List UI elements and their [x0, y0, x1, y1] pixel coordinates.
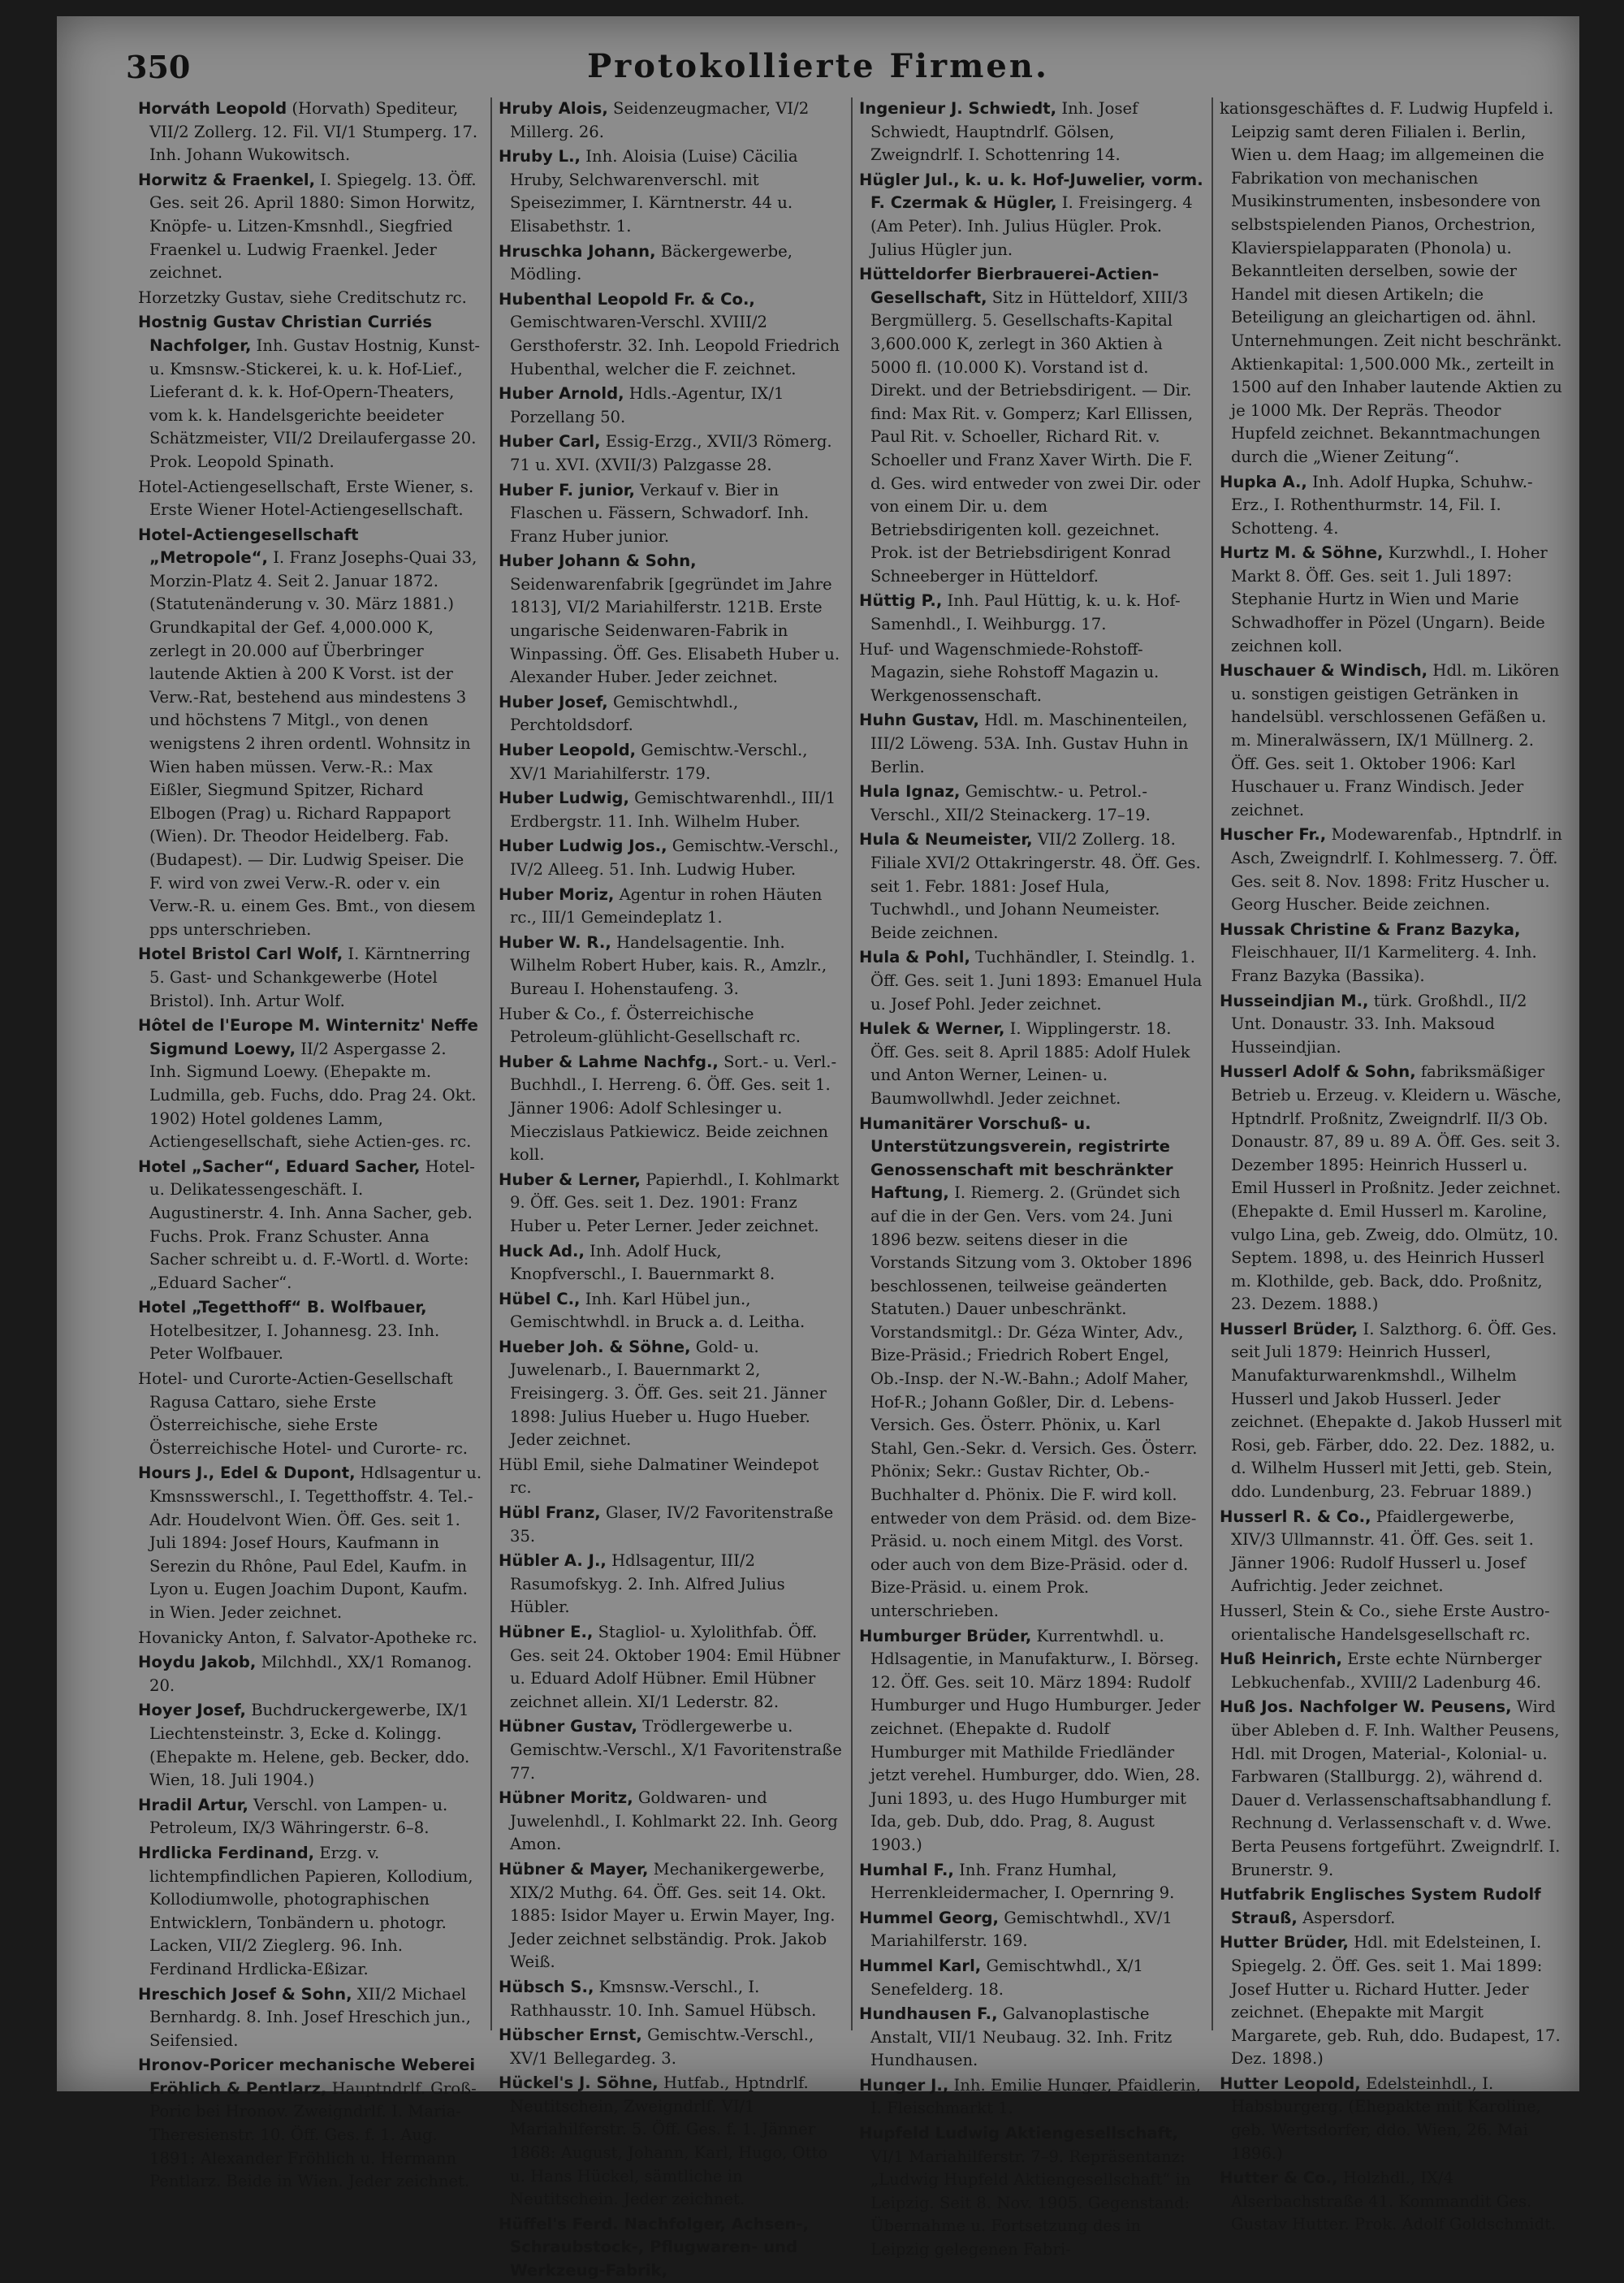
firm-details: Verschl. von Lampen- u. Petroleum, IX/3 Währingerstr. 6–8. [149, 1795, 448, 1838]
firm-name: Hübner Gustav, [499, 1717, 637, 1736]
firm-name: Husserl R. & Co., [1220, 1507, 1371, 1526]
firm-details: Fleischhauer, II/1 Karmeliterg. 4. Inh. Franz Bazyka (Bassika). [1231, 943, 1537, 985]
firm-details: Sitz in Hütteldorf, XIII/3 Bergmüllerg. 5. Gesellschafts-Kapital 3,600.000 K, zerlegt in 360 Aktien à 5000 fl. (10.000 K). Vorstand ist d. Direkt. und der Betriebsdirigent. — Dir. find: Max Rit. v. Gomperz; Karl Ellissen, Paul Rit. v. Schoeller, Richard Rit. v. Schoeller und Franz Xaver Wirth. Die F. d. Ges. wird entweder von zwei Dir. oder von einem Dir. u. dem Betriebsdirigenten koll. gezeichnet. Prok. ist der Betriebsdirigent Konrad Schneeberger in Hütteldorf. [870, 288, 1200, 586]
firm-name: Hoyer Josef, [138, 1701, 247, 1720]
firm-details: VI/1 Mariahilferstr. 7–9. Repräsentanz: „Ludwig Hupfeld Aktiengesellschaft“ in Leipzig. Seit 8. Nov. 1905. Gegenstand: Übernahme u. Fortsetzung des in Leipzig gelegenen Fabri- [870, 2147, 1191, 2259]
firm-name: Hôtel de l'Europe M. Winternitz' Neffe Sigmund Loewy, [138, 1016, 478, 1058]
firm-entry [499, 2213, 843, 2283]
firm-name: Hula & Pohl, [859, 948, 970, 967]
firm-details: Milchhdl., XX/1 Romanog. 20. [149, 1653, 473, 1695]
firm-name: Hruby Alois, [499, 99, 608, 118]
column-4 [1220, 97, 1564, 2234]
firm-name: Hutter Leopold, [1220, 2073, 1361, 2093]
firm-entry [138, 311, 482, 473]
firm-entry [499, 1454, 843, 1500]
firm-name: Hütteldorfer Bierbrauerei-Actien-Gesellschaft, [859, 265, 1160, 307]
firm-name: Hübl Franz, [499, 1503, 601, 1523]
firm-entry [859, 780, 1203, 827]
firm-entry [859, 2003, 1203, 2073]
firm-details: Hdl. m. Maschinenteilen, III/2 Löweng. 53A. Inh. Gustav Huhn in Berlin. [870, 711, 1189, 776]
column-rule [490, 97, 492, 2030]
firm-name: Hoydu Jakob, [138, 1653, 257, 1672]
firm-entry [1220, 1506, 1564, 1598]
firm-name: Husserl Brüder, [1220, 1319, 1358, 1338]
firm-details: Modewarenfab., Hptndrlf. in Asch, Zweigndrlf. I. Kohlmesserg. 7. Öff. Ges. seit 8. Nov. 1898: Fritz Huscher u. Georg Huscher. Beide zeichnen. [1231, 825, 1562, 914]
firm-details: Agentur in rohen Häuten rc., III/1 Gemeindeplatz 1. [510, 884, 823, 927]
firm-entry [138, 97, 482, 167]
firm-entry [859, 1018, 1203, 1110]
firm-details: Hdl. m. Likören u. sonstigen geistigen Getränken in handelsübl. verschlossenen Gefäßen u. m. Mineralwässern, IX/1 Müllnerg. 2. Öff. Ges. seit 1. Oktober 1906: Karl Huschauer u. Franz Windisch. Jeder zeichnet. [1231, 661, 1560, 819]
firm-name: Horwitz & Fraenkel, [138, 170, 316, 189]
firm-details: Inh. Adolf Huck, Knopfverschl., I. Bauernmarkt 8. [510, 1241, 775, 1284]
firm-entry [859, 169, 1203, 262]
firm-details: Wird über Ableben d. F. Inh. Walther Peusens, Hdl. mit Drogen, Material-, Kolonial- u. Farbwaren (Stallburgg. 2), während d. Dauer d. Verlassenschaftsabhandlung f. Rechnung d. Verlassenschaft v. d. Wwe. Berta Peusens fortgeführt. Zweigndrlf. I. Brunerstr. 9. [1231, 1697, 1561, 1879]
firm-name: Husseindjian M., [1220, 991, 1369, 1010]
firm-details: XII/2 Michael Bernhardg. 8. Inh. Josef Hreschich jun., Seifensied. [149, 1984, 471, 2050]
column-rule [1212, 97, 1213, 2030]
firm-name: Hügler Jul., k. u. k. Hof-Juwelier, vorm. F. Czermak & Hügler, [859, 170, 1203, 213]
firm-details: Glaser, IV/2 Favoritenstraße 35. [510, 1503, 834, 1546]
firm-entry [138, 1014, 482, 1154]
firm-name: Hübner E., [499, 1623, 594, 1641]
firm-entry [499, 1003, 843, 1049]
firm-details: (Horvath) Spediteur, VII/2 Zollerg. 12. Fil. VI/1 Stumperg. 17. Inh. Johann Wukowitsch. [149, 99, 478, 165]
firm-entry [499, 787, 843, 833]
firm-name: Hruschka Johann, [499, 241, 656, 261]
firm-details: Husserl, Stein & Co., siehe Erste Austro-orientalische Handelsgesellschaft rc. [1220, 1602, 1550, 1644]
firm-entry [1220, 2167, 1564, 2237]
firm-details: Huf- und Wagenschmiede-Rohstoff-Magazin, siehe Rohstoff Magazin u. Werkgenossenschaft. [859, 639, 1160, 705]
firm-entry [499, 1621, 843, 1714]
firm-entry [499, 430, 843, 477]
firm-entry [859, 709, 1203, 779]
column-2 [499, 97, 843, 2281]
firm-name: Humburger Brüder, [859, 1626, 1032, 1645]
firm-details: Goldwaren- und Juwelenhdl., I. Kohlmarkt 22. Inh. Georg Amon. [510, 1788, 838, 1854]
firm-details: Gold- u. Juwelenarb., I. Bauernmarkt 2, Freisingerg. 3. Öff. Ges. seit 21. Jänner 1898: Julius Hueber u. Hugo Hueber. Jeder zeichnet. [510, 1337, 827, 1450]
column-rule [851, 97, 853, 2030]
firm-details: Essig-Erzg., XVII/3 Römerg. 71 u. XVI. (XVII/3) Palzgasse 28. [510, 432, 832, 474]
firm-entry [1220, 1696, 1564, 1882]
firm-entry [499, 1976, 843, 2022]
firm-details: Hotel- und Curorte-Actien-Gesellschaft Ragusa Cattaro, siehe Erste Österreichische, siehe Erste Österreichische Hotel- und Curorte- rc. [138, 1369, 469, 1458]
firm-details: Gemischtwarenhdl., III/1 Erdbergstr. 11. Inh. Wilhelm Huber. [510, 789, 836, 831]
firm-name: Huber Johann & Sohn, [499, 551, 697, 571]
firm-name: Hours J., Edel & Dupont, [138, 1464, 356, 1483]
firm-name: Huber Carl, [499, 432, 601, 452]
firm-entry [499, 1240, 843, 1286]
firm-name: Hotel Bristol Carl Wolf, [138, 945, 343, 964]
firm-details: I. Franz Josephs-Quai 33, Morzin-Platz 4. Seit 2. Januar 1872. (Statutenänderung v. 30. März 1881.) Grundkapital der Gef. 4,000.000 K, zerlegt in 20.000 auf Überbringer lautende Aktien à 200 K Vorst. ist der Verw.-Rat, bestehend aus mindestens 3 und höchstens 7 Mitgl., von denen wenigstens 2 ihren ordentl. Wohnsitz in Wien haben müssen. Verw.-R.: Max Eißler, Siegmund Spitzer, Richard Elbogen (Prag) u. Richard Rappaport (Wien). Dr. Theodor Heidelberg. Fab. (Budapest). — Dir. Ludwig Speiser. Die F. wird von zwei Verw.-R. oder v. ein Verw.-R. u. einem Ges. Bmt., von diesem pps unterschrieben. [149, 548, 477, 939]
directory-columns [138, 97, 1567, 2281]
firm-entry [499, 1715, 843, 1785]
firm-entry [1220, 1883, 1564, 1930]
firm-name: Husserl Adolf & Sohn, [1220, 1062, 1416, 1082]
firm-name: Hurtz M. & Söhne, [1220, 543, 1384, 563]
firm-details: Hdl. mit Edelsteinen, I. Spiegelg. 2. Öff. Ges. seit 1. Mai 1899: Josef Hutter u. Richard Hutter. Jeder zeichnet. (Ehepakte mit Margit Margarete, geb. Ruh, ddo. Budapest, 17. Dez. 1898.) [1231, 1933, 1561, 2069]
firm-entry [499, 2024, 843, 2070]
firm-details: Seidenwarenfabrik [gegründet im Jahre 1813], VI/2 Mariahilferstr. 121B. Erste ungarische Seidenwaren-Fabrik in Winpassing. Öff. Ges. Elisabeth Huber u. Alexander Huber. Jeder zeichnet. [510, 574, 840, 687]
firm-entry [499, 884, 843, 930]
firm-name: Hruby L., [499, 147, 581, 166]
firm-entry [1220, 659, 1564, 822]
firm-details: Inh. Gustav Hostnig, Kunst- u. Kmsnsw.-Stickerei, k. u. k. Hof-Lief., Lieferant d. k. k. Hof-Opern-Theaters, vom k. k. Handelsgerichte beeideter Schätzmeister, VII/2 Dreilaufergasse 20. Prok. Leopold Spinath. [149, 335, 480, 471]
firm-name: Huß Heinrich, [1220, 1650, 1343, 1669]
firm-details: Hdls.-Agentur, IX/1 Porzellang 50. [510, 384, 784, 426]
firm-entry [859, 97, 1203, 167]
firm-details: VII/2 Zollerg. 18. Filiale XVI/2 Ottakringerstr. 48. Öff. Ges. seit 1. Febr. 1881: Josef Hula, Tuchwhdl., und Johann Neumeister. Beide zeichnen. [870, 830, 1201, 942]
firm-name: Hradil Artur, [138, 1795, 248, 1814]
firm-details: Erste echte Nürnberger Lebkuchenfab., XVIII/2 Ladenburg 46. [1231, 1650, 1542, 1692]
firm-name: Hübler A. J., [499, 1551, 607, 1571]
firm-details: Hübl Emil, siehe Dalmatiner Weindepot rc. [499, 1455, 819, 1498]
firm-entry [138, 943, 482, 1013]
firm-entry [859, 1859, 1203, 1905]
firm-name: Hunger J., [859, 2075, 949, 2095]
firm-details: Horzetzky Gustav, siehe Creditschutz rc. [138, 288, 467, 307]
firm-details: Erzg. v. lichtempfindlichen Papieren, Kollodium, Kollodiumwolle, photographischen Entwicklern, Tonbändern u. photogr. Lacken, VII/2 Zieglerg. 96. Inh. Ferdinand Hrdlicka-Eßizar. [149, 1843, 473, 1978]
firm-name: Hotel-Actiengesellschaft „Metropole“, [138, 525, 359, 568]
firm-details: Edelsteinhdl., I. Habsburgerg. (Ehepakte mit Karoline, geb. Wertsdorfer, ddo. Wien, 26. Mai 1896.) [1231, 2073, 1541, 2163]
firm-details: Gemischtwhdl., XV/1 Mariahilferstr. 169. [870, 1908, 1173, 1951]
firm-details: Papierhdl., I. Kohlmarkt 9. Öff. Ges. seit 1. Dez. 1901: Franz Huber u. Peter Lerner. Jeder zeichnet. [510, 1170, 840, 1235]
firm-details: Hdlsagentur, III/2 Rasumofskyg. 2. Inh. Alfred Julius Hübler. [510, 1551, 785, 1617]
firm-entry [1220, 1931, 1564, 2071]
firm-name: Hupfeld Ludwig Aktiengesellschaft, [859, 2124, 1178, 2143]
firm-name: Huber Arnold, [499, 384, 624, 404]
firm-details: Inh. Franz Humhal, Herrenkleidermacher, I. Opernring 9. [870, 1860, 1175, 1903]
firm-details: Holzhdl., IX/4 Alserbachstraße 41. Kommandit Ges. Gustav Hutter. Prok. Adolf Goldschmidt. [1231, 2168, 1557, 2234]
firm-details: I. Kärntnerring 5. Gast- und Schankgewerbe (Hotel Bristol). Inh. Artur Wolf. [149, 945, 471, 1010]
firm-name: Hula & Neumeister, [859, 830, 1033, 850]
firm-name: Hotel „Tegetthoff“ B. Wolfbauer, [138, 1298, 427, 1317]
firm-details: Kurzwhdl., I. Hoher Markt 8. Öff. Ges. seit 1. Juli 1897: Stephanie Hurtz in Wien und Marie Schwadhoffer in Pözel (Ungarn). Beide zeichnen koll. [1231, 543, 1548, 655]
firm-name: Hulek & Werner, [859, 1019, 1005, 1039]
firm-entry [138, 1296, 482, 1366]
firm-details: Bäckergewerbe, Mödling. [510, 241, 793, 284]
firm-entry [499, 1336, 843, 1452]
firm-name: Humanitärer Vorschuß- u. Unterstützungsverein, registrirte Genossenschaft mit beschränkter Haftung, [859, 1113, 1173, 1203]
firm-entry [859, 638, 1203, 708]
firm-name: Hundhausen F., [859, 2004, 998, 2024]
firm-details: Inh. Paul Hüttig, k. u. k. Hof-Samenhdl., I. Weihburgg. 17. [870, 591, 1181, 634]
firm-details: Hotel- u. Delikatessengeschäft. I. Augustinerstr. 4. Inh. Anna Sacher, geb. Fuchs. Prok. Franz Schuster. Anna Sacher schreibt u. d. F.-Wortl. d. Worte: „Eduard Sacher“. [149, 1157, 475, 1292]
firm-entry [859, 2074, 1203, 2121]
firm-name: Huber Moriz, [499, 884, 615, 904]
firm-entry [859, 1625, 1203, 1857]
firm-name: Huck Ad., [499, 1241, 585, 1260]
firm-name: Humhal F., [859, 1860, 954, 1879]
firm-entry [1220, 542, 1564, 658]
firm-name: Hübsch S., [499, 1977, 594, 1996]
firm-entry [1220, 1318, 1564, 1504]
firm-entry [859, 590, 1203, 636]
firm-details: Mechanikergewerbe, XIX/2 Muthg. 64. Öff. Ges. seit 14. Okt. 1885: Isidor Mayer u. Erwin Mayer, Ing. Jeder zeichnet selbständig. Prok. Jakob Weiß. [510, 1859, 836, 1972]
firm-entry [138, 1651, 482, 1697]
firm-name: Hutter & Co., [1220, 2168, 1338, 2188]
firm-details: I. Salzthorg. 6. Öff. Ges. seit Juli 1879: Heinrich Husserl, Manufakturwarenkmshdl., Wilhelm Husserl und Jakob Husserl. Jeder zeichnet. (Ehepakte d. Jakob Husserl mit Rosi, geb. Färber, ddo. 22. Dez. 1882, u. d. Wilhelm Husserl mit Jetti, geb. Stein, ddo. Lundenburg, 23. Februar 1889.) [1231, 1319, 1562, 1502]
firm-details: Hovanicky Anton, f. Salvator-Apotheke rc. [138, 1628, 477, 1647]
firm-name: Hussak Christine & Franz Bazyka, [1220, 919, 1521, 939]
firm-entry [138, 524, 482, 942]
firm-entry [859, 1955, 1203, 2001]
firm-name: Huschauer & Windisch, [1220, 661, 1428, 681]
firm-details: I. Spiegelg. 13. Öff. Ges. seit 26. April 1880: Simon Horwitz, Knöpfe- u. Litzen-Kmsnhdl., Siegfried Fraenkel u. Ludwig Fraenkel. Jeder zeichnet. [149, 170, 477, 283]
firm-entry [138, 1842, 482, 1982]
firm-entry [499, 97, 843, 144]
firm-name: Huber F. junior, [499, 480, 635, 499]
firm-entry [499, 1550, 843, 1619]
firm-entry [138, 1699, 482, 1792]
firm-name: Hostnig Gustav Christian Curriés Nachfolger, [138, 313, 433, 355]
firm-entry [138, 1462, 482, 1624]
firm-details: Hutfab., Hptndrlf. Neutitschein, Zweigndrlf. VI/1 Mariahilferstr. 5. Öff. Ges. f. 1. Jänner 1868: August, Johann, Karl, Hugo, Otto u. Hans Hückel, sämtliche in Neutitschein. Jeder zeichnet. [510, 2073, 828, 2209]
firm-name: Hüttig P., [859, 591, 943, 611]
firm-name: Hubenthal Leopold Fr. & Co., [499, 289, 755, 309]
firm-entry [499, 145, 843, 238]
firm-details: Hotel-Actiengesellschaft, Erste Wiener, s. Erste Wiener Hotel-Actiengesellschaft. [138, 477, 474, 520]
firm-details: kationsgeschäftes d. F. Ludwig Hupfeld i. Leipzig samt deren Filialen i. Berlin, Wien u. dem Haag; im allgemeinen die Fabrikation von mechanischen Musikinstrumenten, insbesondere von selbstspielenden Pianos, Orchestrion, Klavierspielapparaten (Phonola) u. Bekanntleiten derselben, sowie der Handel mit diesen Artikeln; die Beteiligung an gleichartigen od. ähnl. Unternehmungen. Zeit nicht beschränkt. Aktienkapital: 1,500.000 Mk., zerteilt in 1500 auf den Inhaber lautende Aktien zu je 1000 Mk. Der Repräs. Theodor Hupfeld zeichnet. Bekanntmachungen durch die „Wiener Zeitung“. [1220, 99, 1562, 466]
firm-details: Pfaidlergewerbe, XIV/3 Ullmannstr. 41. Öff. Ges. seit 1. Jänner 1906: Rudolf Husserl u. Josef Aufrichtig. Jeder zeichnet. [1231, 1507, 1534, 1596]
firm-entry [1220, 990, 1564, 1060]
firm-name: Hübner & Mayer, [499, 1859, 649, 1879]
firm-name: Hübscher Ernst, [499, 2026, 642, 2045]
firm-name: Huber & Lahme Nachfg., [499, 1052, 719, 1071]
firm-details: Inh. Karl Hübel jun., Gemischtwhdl. in Bruck a. d. Leitha. [510, 1289, 806, 1332]
firm-name: Huber Josef, [499, 692, 608, 711]
firm-name: Ingenieur J. Schwiedt, [859, 99, 1057, 118]
firm-details: Hotelbesitzer, I. Johannesg. 23. Inh. Peter Wolfbauer. [149, 1321, 440, 1364]
firm-entry [1220, 2073, 1564, 2165]
firm-entry [499, 240, 843, 287]
firm-details: Gemischtwhdl., X/1 Senefelderg. 18. [870, 1956, 1143, 1999]
firm-entry [1220, 471, 1564, 541]
firm-entry [859, 263, 1203, 588]
firm-details: Hdlsagentur u. Kmsnsswerschl., I. Tegetthoffstr. 4. Tel.-Adr. Houdelvont Wien. Öff. Ges. seit 1. Juli 1894: Josef Hours, Kaufmann in Serezin du Rhône, Paul Edel, Kaufm. in Lyon u. Eugen Joachim Dupont, Kaufm. in Wien. Jeder zeichnet. [149, 1464, 482, 1622]
firm-name: Huscher Fr., [1220, 825, 1327, 845]
firm-details: Buchdruckergewerbe, IX/1 Liechtensteinstr. 3, Ecke d. Kolingg. (Ehepakte m. Helene, geb. Becker, ddo. Wien, 18. Juli 1904.) [149, 1701, 470, 1790]
firm-name: Hutter Brüder, [1220, 1933, 1349, 1952]
firm-name: Huber Leopold, [499, 741, 637, 760]
firm-name: Hreschich Josef & Sohn, [138, 1984, 352, 2004]
firm-details: Inh. Adolf Hupka, Schuhw.-Erz., I. Rothenthurmstr. 14, Fil. I. Schotteng. 4. [1231, 472, 1533, 538]
firm-entry [138, 169, 482, 285]
firm-entry [499, 1787, 843, 1857]
firm-entry [499, 835, 843, 881]
firm-name: Hüffel's Ferd. Nachfolger, Achsen-, Schraubstock-, Pflugwaren- und Werkzeug-Fabrik, [499, 2214, 809, 2281]
column-3 [859, 97, 1203, 2259]
firm-name: Hueber Joh. & Söhne, [499, 1337, 691, 1356]
firm-entry [1220, 97, 1564, 469]
firm-entry [138, 1794, 482, 1840]
firm-details: Sort.- u. Verl.-Buchhdl., I. Herreng. 6. Öff. Ges. seit 1. Jänner 1906: Adolf Schlesinger u. Mieczislaus Patkiewicz. Beide zeichnen koll. [510, 1052, 837, 1165]
firm-name: Hübner Moritz, [499, 1788, 633, 1808]
firm-details: Inh. Aloisia (Luise) Cäcilia Hruby, Selchwarenverschl. mit Speisezimmer, I. Kärntnerstr. 44 u. Elisabethstr. 1. [510, 147, 798, 236]
firm-entry [859, 1113, 1203, 1624]
firm-entry [499, 2072, 843, 2212]
firm-details: Gemischtw.-Verschl., XV/1 Bellegardeg. 3. [510, 2026, 814, 2068]
firm-entry [138, 476, 482, 522]
firm-name: Hronov-Poricer mechanische Weberei Fröhlich & Pentlarz, [138, 2056, 476, 2098]
firm-name: Hummel Georg, [859, 1908, 999, 1927]
firm-details: Kurrentwhdl. u. Hdlsagentie, in Manufakturw., I. Börseg. 12. Öff. Ges. seit 10. März 1894: Rudolf Humburger und Hugo Humburger. Jeder zeichnet. (Ehepakte d. Rudolf Humburger mit Mathilde Friedländer jetzt verehel. Humburger, ddo. Wien, 28. Juni 1893, u. des Hugo Humburger mit Ida, geb. Dub, ddo. Prag, 8. August 1903.) [870, 1626, 1201, 1854]
firm-name: Hula Ignaz, [859, 782, 961, 802]
firm-entry [859, 2122, 1203, 2262]
firm-details: türk. Großhdl., II/2 Unt. Donaustr. 33. Inh. Maksoud Husseindjian. [1231, 991, 1527, 1057]
firm-entry [499, 691, 843, 737]
firm-name: Hummel Karl, [859, 1956, 982, 1975]
firm-details: Inh. Emilie Hunger, Pfaidlerin, I. Fleischmarkt 1. [870, 2075, 1201, 2118]
firm-details: I. Riemerg. 2. (Gründet sich auf die in der Gen. Vers. vom 24. Juni 1896 bezw. seitens dieser in die Vorstands Sitzung vom 3. Oktober 1896 beschlossenen, teilweise geänderten Statuten.) Dauer unbeschränkt. Vorstandsmitgl.: Dr. Géza Winter, Adv., Bize-Präsid.; Friedrich Robert Engel, Ob.-Insp. der N.-W.-Bahn.; Adolf Maher, Hof-R.; Johann Goßler, Dir. d. Lebens-Versich. Ges. Österr. Phönix, u. Karl Stahl, Gen.-Sekr. d. Versich. Ges. Österr. Phönix; Sekr.: Gustav Richter, Ob.-Buchhalter d. Phönix. Die F. wird koll. entweder von dem Präsid. od. dem Bize-Präsid. u. noch einem Mitgl. des Vorst. oder auch von dem Bize-Präsid. oder d. Bize-Präsid. u. einem Prok. unterschrieben. [870, 1183, 1198, 1620]
firm-details: Stagliol- u. Xylolithfab. Öff. Ges. seit 24. Oktober 1904: Emil Hübner u. Eduard Adolf Hübner. Emil Hübner zeichnet allein. XI/1 Lederstr. 82. [510, 1623, 840, 1711]
firm-entry [499, 1288, 843, 1334]
firm-details: fabriksmäßiger Betrieb u. Erzeug. v. Kleidern u. Wäsche, Hptndrlf. Proßnitz, Zweigndrlf. II/3 Ob. Donaustr. 87, 89 u. 89 A. Öff. Ges. seit 3. Dezember 1895: Heinrich Husserl u. Emil Husserl in Proßnitz. Jeder zeichnet. (Ehepakte d. Emil Husserl m. Karoline, vulgo Lina, geb. Zweig, ddo. Olmütz, 10. Septem. 1898, u. des Heinrich Husserl m. Klothilde, geb. Back, ddo. Proßnitz, 23. Dezem. 1888.) [1231, 1062, 1562, 1314]
firm-name: Hübel C., [499, 1289, 581, 1308]
firm-details: Seidenzeugmacher, VI/2 Millerg. 26. [510, 99, 810, 141]
firm-details: Verkauf v. Bier in Flaschen u. Fässern, Schwadorf. Inh. Franz Huber junior. [510, 480, 810, 546]
firm-entry [499, 1169, 843, 1239]
firm-entry [499, 1502, 843, 1548]
firm-name: Horváth Leopold [138, 99, 287, 118]
firm-details: Handelsagentie. Inh. Wilhelm Robert Huber, kais. R., Amzlr., Bureau I. Hohenstaufeng. 3. [510, 932, 827, 998]
running-title: Protokollierte Firmen. [587, 47, 1049, 85]
firm-entry [138, 287, 482, 310]
firm-name: Hupka A., [1220, 472, 1307, 491]
firm-name: Hutfabrik Englisches System Rudolf Strauß, [1220, 1885, 1541, 1927]
firm-entry [138, 1368, 482, 1460]
firm-details: Huber & Co., f. Österreichische Petroleum-glühlicht-Gesellschaft rc. [499, 1004, 801, 1047]
firm-entry [499, 739, 843, 785]
firm-details: Galvanoplastische Anstalt, VII/1 Neubaug. 32. Inh. Fritz Hundhausen. [870, 2004, 1173, 2070]
firm-details: Aspersdorf. [1297, 1908, 1396, 1927]
firm-entry [859, 1907, 1203, 1953]
column-1 [138, 97, 482, 2191]
directory-page [57, 16, 1579, 2281]
firm-details: I. Freisingerg. 4 (Am Peter). Inh. Julius Hügler. Prok. Julius Hügler jun. [870, 193, 1193, 259]
firm-name: Huß Jos. Nachfolger W. Peusens, [1220, 1697, 1512, 1717]
firm-entry [499, 288, 843, 381]
firm-details: Inh. Josef Schwiedt, Hauptndrlf. Gölsen, Zweigndrlf. I. Schottenring 14. [870, 99, 1138, 165]
firm-entry [1220, 919, 1564, 988]
firm-details: Hauptndrlf. Groß-Poric bei Hronov. Zweigndrlf. I. Maria-Theresienstr. 10. Öff. Ges. f. 1. Aug. 1891: Alexander Fröhlich u. Hermann Pentlarz. Beide in Wien. Jeder zeichnet. [149, 2078, 477, 2191]
firm-details: Gemischtwhdl., Perchtoldsdorf. [510, 692, 739, 735]
firm-name: Huber W. R., [499, 932, 611, 952]
firm-entry [138, 1983, 482, 2053]
firm-name: Huber Ludwig, [499, 789, 629, 808]
firm-entry [499, 932, 843, 1001]
firm-entry [499, 383, 843, 429]
firm-details: Gemischtw.-Verschl., XV/1 Mariahilferstr. 179. [510, 741, 808, 783]
firm-name: Hückel's J. Söhne, [499, 2073, 659, 2093]
firm-name: Huber Ludwig Jos., [499, 837, 667, 856]
firm-entry [1220, 1648, 1564, 1694]
page-number: 350 [126, 49, 191, 85]
firm-details: Gemischtwaren-Verschl. XVIII/2 Gersthoferstr. 32. Inh. Leopold Friedrich Hubenthal, welcher die F. zeichnet. [510, 313, 840, 378]
firm-entry [499, 1051, 843, 1167]
firm-entry [499, 479, 843, 549]
firm-details: Kmsnsw.-Verschl., I. Rathhausstr. 10. Inh. Samuel Hübsch. [510, 1977, 817, 2020]
firm-details: Tuchhändler, I. Steindlg. 1. Öff. Ges. seit 1. Juni 1893: Emanuel Hula u. Josef Pohl. Jeder zeichnet. [870, 948, 1203, 1014]
firm-entry [138, 1156, 482, 1295]
firm-entry [859, 946, 1203, 1016]
firm-entry [138, 2054, 482, 2194]
firm-details: Gemischtw.- u. Petrol.-Verschl., XII/2 Steinackerg. 17–19. [870, 782, 1151, 824]
firm-name: Hrdlicka Ferdinand, [138, 1843, 315, 1862]
firm-name: Huber & Lerner, [499, 1170, 641, 1189]
firm-entry [499, 1858, 843, 1974]
firm-entry [138, 1627, 482, 1650]
page-header [57, 41, 1579, 97]
firm-details: II/2 Aspergasse 2. Inh. Sigmund Loewy. (Ehepakte m. Ludmilla, geb. Fuchs, ddo. Prag 24. Okt. 1902) Hotel goldenes Lamm, Actiengesellschaft, siehe Actien-ges. rc. [149, 1039, 477, 1152]
firm-name: Huhn Gustav, [859, 711, 979, 730]
firm-entry [1220, 1600, 1564, 1646]
firm-entry [1220, 824, 1564, 916]
firm-name: Hotel „Sacher“, Eduard Sacher, [138, 1157, 421, 1176]
firm-entry [859, 828, 1203, 945]
firm-details: Trödlergewerbe u. Gemischtw.-Verschl., X/1 Favoritenstraße 77. [510, 1717, 842, 1783]
firm-details: Gemischtw.-Verschl., IV/2 Alleeg. 51. Inh. Ludwig Huber. [510, 837, 839, 879]
firm-details: I. Wipplingerstr. 18. Öff. Ges. seit 8. April 1885: Adolf Hulek und Anton Werner, Leinen- u. Baumwollwhdl. Jeder zeichnet. [870, 1019, 1190, 1108]
firm-entry [499, 550, 843, 690]
firm-entry [1220, 1061, 1564, 1317]
